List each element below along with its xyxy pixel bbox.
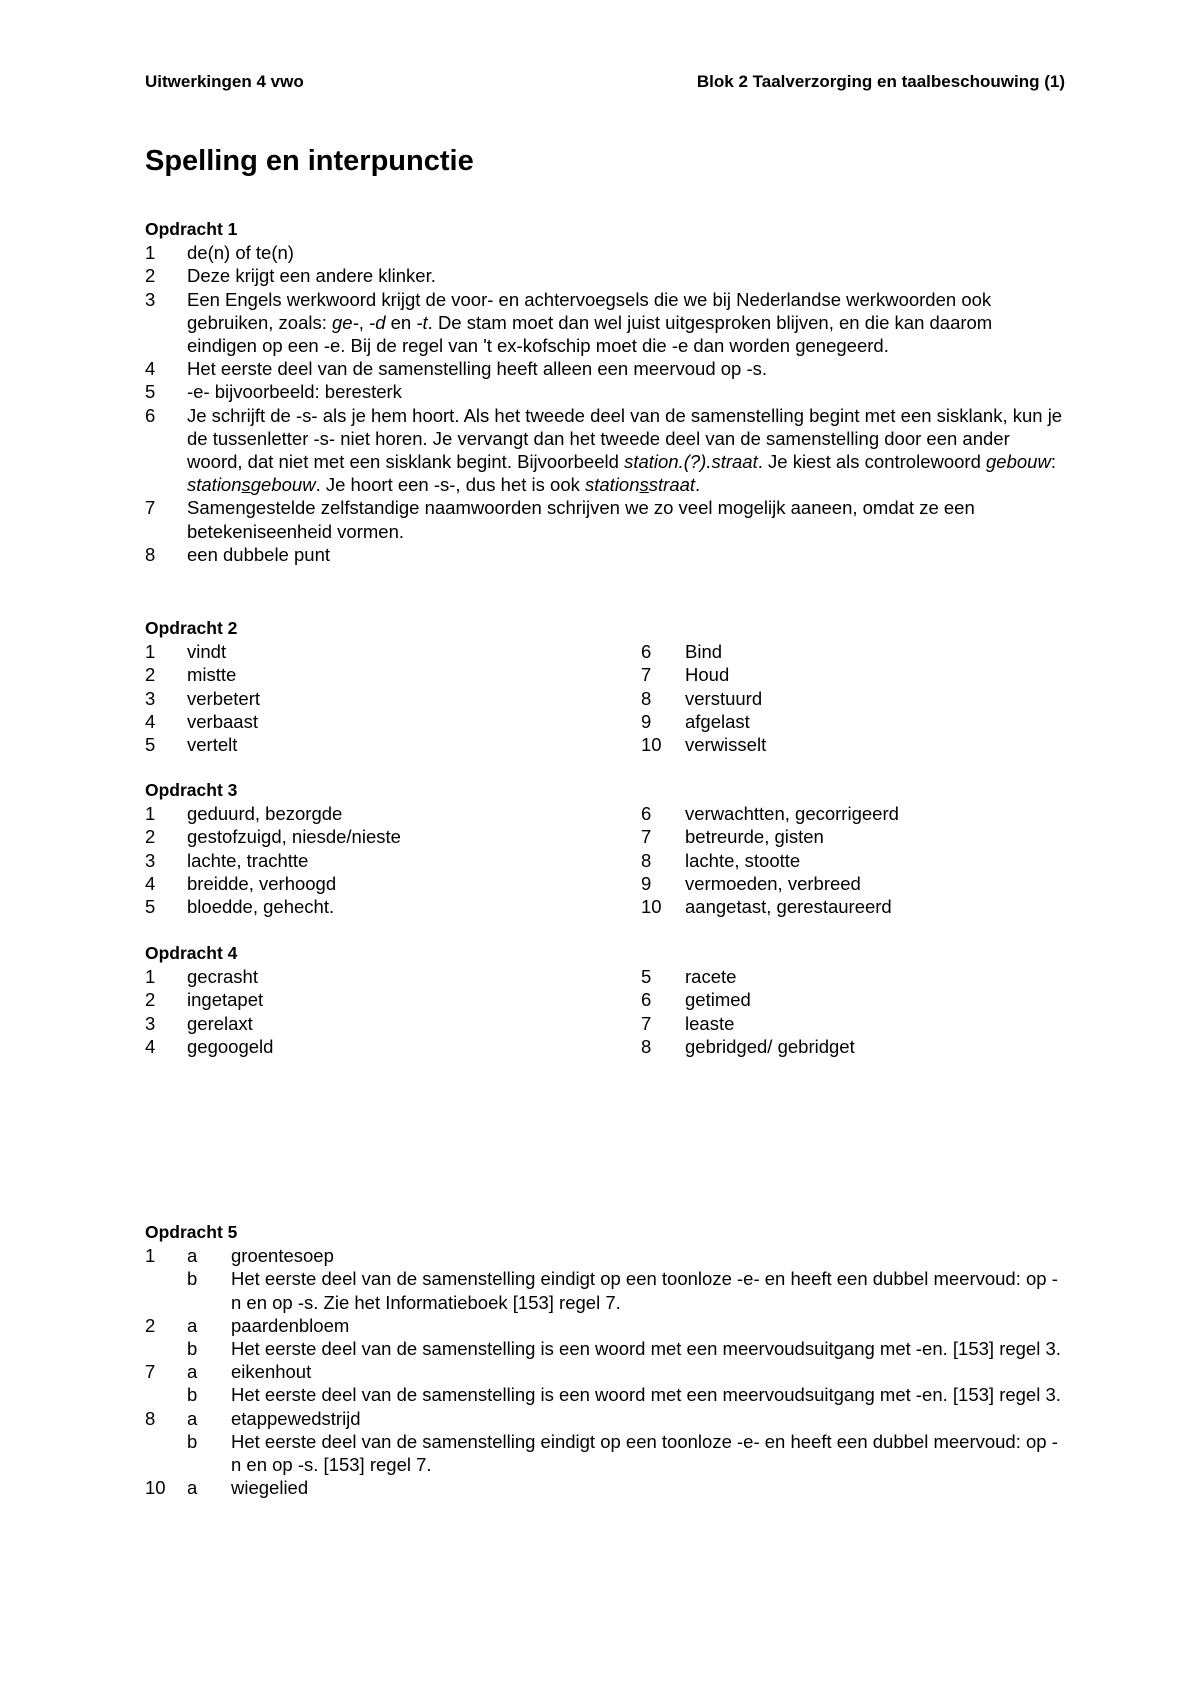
item-number: 2 bbox=[145, 265, 156, 287]
opdracht-1 bbox=[145, 218, 1065, 566]
list-item bbox=[145, 404, 1065, 497]
list-item: 9 vermoeden, verbreed bbox=[641, 872, 861, 894]
list-item: 6 Bind bbox=[641, 641, 723, 663]
section-heading: Opdracht 2 bbox=[145, 618, 238, 638]
list-item: b Het eerste deel van de samenstelling eindigt op een toonloze -e- en heeft een dubbel meervoud: op -n en op -s. [153] regel 7. bbox=[187, 1430, 1058, 1476]
list-item: 1 vindt bbox=[145, 641, 227, 663]
list-item: 7 Houd bbox=[641, 664, 730, 686]
left-column bbox=[145, 802, 641, 918]
list-item: 4 verbaast bbox=[145, 710, 258, 732]
list-item: 8 lachte, stootte bbox=[641, 849, 801, 871]
page-header bbox=[145, 70, 1065, 93]
opdracht-3 bbox=[145, 779, 1065, 918]
list-item: 6 getimed bbox=[641, 989, 751, 1011]
list-item: 9 afgelast bbox=[641, 710, 750, 732]
list-item: 3 verbetert bbox=[145, 687, 261, 709]
list-item: 7 a eikenhout bbox=[145, 1361, 312, 1383]
list-item: b Het eerste deel van de samenstelling is een woord met een meervoudsuitgang met -en. [153] regel 3. bbox=[187, 1338, 1061, 1360]
list-item bbox=[145, 496, 1065, 542]
item-number: 4 bbox=[145, 358, 156, 380]
item-text: Een Engels werkwoord krijgt de voor- en achtervoegsels die we bij Nederlandse werkwoorden ook gebruiken, zoals: ge-, -d en -t. De stam moet dan wel juist uitgesproken blijven, en die kan daarom eindigen op een -e. Bij de regel van 't ex-kofschip moet die -e dan worden genegeerd. bbox=[187, 288, 993, 357]
list-item: 10 a wiegelied bbox=[145, 1477, 309, 1499]
list-item: 7 betreurde, gisten bbox=[641, 826, 824, 848]
item-text: Het eerste deel van de samenstelling heeft alleen een meervoud op -s. bbox=[187, 358, 768, 380]
left-column bbox=[145, 965, 641, 1058]
list-item: 7 leaste bbox=[641, 1012, 735, 1034]
item-text: -e- bijvoorbeeld: beresterk bbox=[187, 381, 402, 403]
list-item: 10 aangetast, gerestaureerd bbox=[641, 896, 892, 918]
list-item: 1 gecrasht bbox=[145, 966, 258, 988]
item-text: Je schrijft de -s- als je hem hoort. Als het tweede deel van de samenstelling begint met een sisklank, kun je de tussenletter -s- niet horen. Je vervangt dan het tweede deel van de samenstelling door een ander woord, dat niet met een sisklank begint. Bijvoorbeeld station.(?).straat. Je kiest als controlewoord gebouw: stationsgebouw. Je hoort een -s-, dus het is ook stationsstraat. bbox=[187, 404, 1063, 496]
opdracht-5 bbox=[145, 1221, 1065, 1499]
item-number: 8 bbox=[145, 543, 156, 565]
list-item: 5 bloedde, gehecht. bbox=[145, 896, 335, 918]
list-item: 4 gegoogeld bbox=[145, 1035, 274, 1057]
list-item: 5 vertelt bbox=[145, 734, 238, 756]
list-item: 6 verwachtten, gecorrigeerd bbox=[641, 803, 899, 825]
section-heading: Opdracht 4 bbox=[145, 943, 238, 963]
item-text: een dubbele punt bbox=[187, 543, 330, 565]
list-item bbox=[145, 264, 1065, 287]
right-column bbox=[641, 965, 1065, 1058]
list-item bbox=[145, 357, 1065, 380]
header-left: Uitwerkingen 4 vwo bbox=[145, 72, 304, 91]
list-item: 3 gerelaxt bbox=[145, 1012, 253, 1034]
list-item: 8 gebridged/ gebridget bbox=[641, 1035, 855, 1057]
list-item: b Het eerste deel van de samenstelling eindigt op een toonloze -e- en heeft een dubbel meervoud: op -n en op -s. Zie het Informatieboek [153] regel 7. bbox=[187, 1268, 1058, 1313]
list-item bbox=[145, 288, 1065, 358]
list-item bbox=[145, 241, 1065, 264]
list-item: 2 ingetapet bbox=[145, 989, 264, 1011]
list-item: b Het eerste deel van de samenstelling is een woord met een meervoudsuitgang met -en. [153] regel 3. bbox=[187, 1384, 1061, 1406]
list-item bbox=[145, 543, 1065, 566]
section-heading: Opdracht 5 bbox=[145, 1222, 238, 1242]
page-title: Spelling en interpunctie bbox=[145, 145, 474, 177]
section-heading: Opdracht 1 bbox=[145, 219, 238, 239]
item-number: 6 bbox=[145, 404, 156, 426]
item-number: 3 bbox=[145, 288, 156, 310]
opdracht-2 bbox=[145, 617, 1065, 756]
list-item: 10 verwisselt bbox=[641, 734, 767, 756]
list-item bbox=[145, 380, 1065, 403]
item-number: 5 bbox=[145, 381, 156, 403]
item-text: Samengestelde zelfstandige naamwoorden schrijven we zo veel mogelijk aaneen, omdat ze een betekeniseenheid vormen. bbox=[187, 497, 975, 542]
list-item: 4 breidde, verhoogd bbox=[145, 872, 337, 894]
left-column bbox=[145, 640, 641, 756]
list-item: 2 gestofzuigd, niesde/nieste bbox=[145, 826, 401, 848]
item-text: Deze krijgt een andere klinker. bbox=[187, 265, 436, 287]
list-item: 1 a groentesoep bbox=[145, 1245, 334, 1267]
item-number: 7 bbox=[145, 497, 156, 519]
list-item: 3 lachte, trachtte bbox=[145, 849, 309, 871]
header-right: Blok 2 Taalverzorging en taalbeschouwing (1) bbox=[696, 72, 1065, 91]
right-column bbox=[641, 802, 1065, 918]
list-item: 2 mistte bbox=[145, 664, 237, 686]
list-item: 2 a paardenbloem bbox=[145, 1314, 350, 1336]
list-item: 1 geduurd, bezorgde bbox=[145, 803, 343, 825]
list-item: 5 racete bbox=[641, 966, 737, 988]
opdracht-4 bbox=[145, 942, 1065, 1058]
right-column bbox=[641, 640, 1065, 756]
item-number: 1 bbox=[145, 242, 156, 264]
section-heading: Opdracht 3 bbox=[145, 780, 238, 800]
item-text: de(n) of te(n) bbox=[187, 242, 294, 264]
list-item: 8 verstuurd bbox=[641, 687, 763, 709]
list-item: 8 a etappewedstrijd bbox=[145, 1407, 361, 1429]
